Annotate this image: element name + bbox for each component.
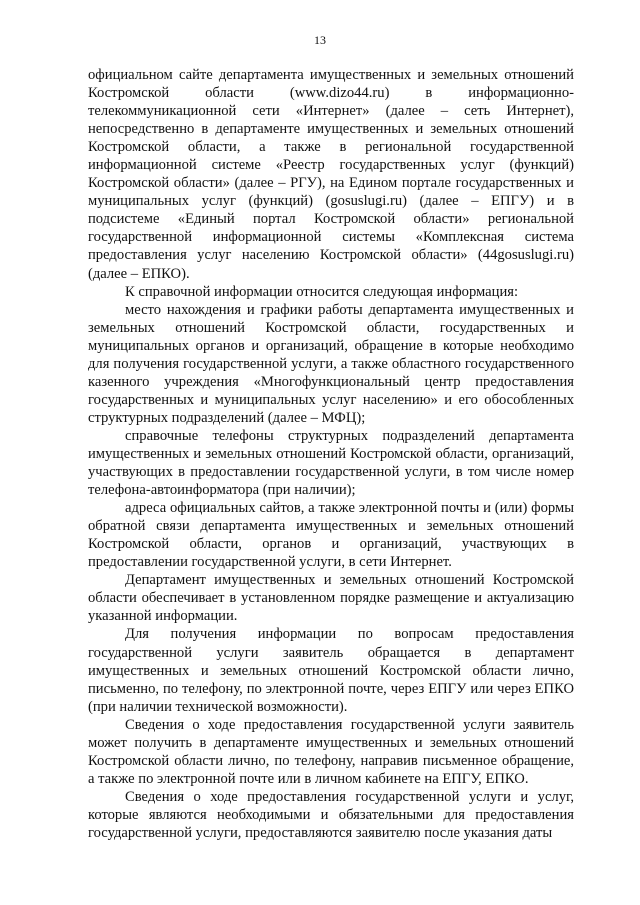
paragraph-reference-phones: справочные телефоны структурных подразделений департамента имущественных и земельных отношений Костромской области, организаций, участвующих в предоставлении государственной услуги, в том числе номер телефона-автоинформатора (при наличии); (88, 427, 574, 499)
paragraph-reference-info-intro: К справочной информации относится следующая информация: (125, 283, 519, 300)
paragraph-progress-services: Сведения о ходе предоставления государственной услуги и услуг, которые являются необходимыми и обязательными для предоставления государственной услуги, предоставляются заявителю после указания даты (88, 788, 574, 841)
paragraph-continuation: официальном сайте департамента имущественных и земельных отношений Костромской области (www.dizo44.ru) в информационно-телекоммуникационной сети «Интернет» (далее – сеть Интернет), непосредственно в департаменте имущественных и земельных отношений Костромской области, а также в региональной государственной информационной системе «Реестр государственных услуг (функций) Костромской области» (далее – РГУ), на Едином портале государственных и муниципальных услуг (функций) (gosuslugi.ru) (далее – ЕПГУ) и в подсистеме «Единый портал Костромской области» региональной государственной информационной системы «Комплексная система предоставления услуг населению Костромской области» (44gosuslugi.ru) (далее – ЕПКО). (88, 67, 574, 282)
paragraph-department-ensures: Департамент имущественных и земельных отношений Костромской области обеспечивает в установленном порядке размещение и актуализацию указанной информации. (88, 572, 574, 625)
paragraph-progress-info: Сведения о ходе предоставления государственной услуги заявитель может получить в департаменте имущественных и земельных отношений Костромской области лично, по телефону, направив письменное обращение, а также по электронной почте или в личном кабинете на ЕПГУ, ЕПКО. (88, 716, 574, 787)
document-body (88, 66, 574, 842)
paragraph-location-schedule: место нахождения и графики работы департамента имущественных и земельных отношений Костромской области, государственных и муниципальных органов и организаций, обращение в которые необходимо для получения государственной услуги, а также областного государственного казенного учреждения «Многофункциональный центр предоставления государственных и муниципальных услуг населению» и его обособленных структурных подразделений (далее – МФЦ); (88, 301, 574, 426)
paragraph-obtaining-information: Для получения информации по вопросам предоставления государственной услуги заявитель обращается в департамент имущественных и земельных отношений Костромской области лично, письменно, по телефону, по электронной почте, через ЕПГУ или через ЕПКО (при наличии технической возможности). (88, 626, 574, 715)
paragraph-website-addresses: адреса официальных сайтов, а также электронной почты и (или) формы обратной связи департамента имущественных и земельных отношений Костромской области, органов и организаций, участвующих в предоставлении государственной услуги, в сети Интернет. (88, 500, 574, 571)
page-number: 13 (314, 33, 326, 47)
